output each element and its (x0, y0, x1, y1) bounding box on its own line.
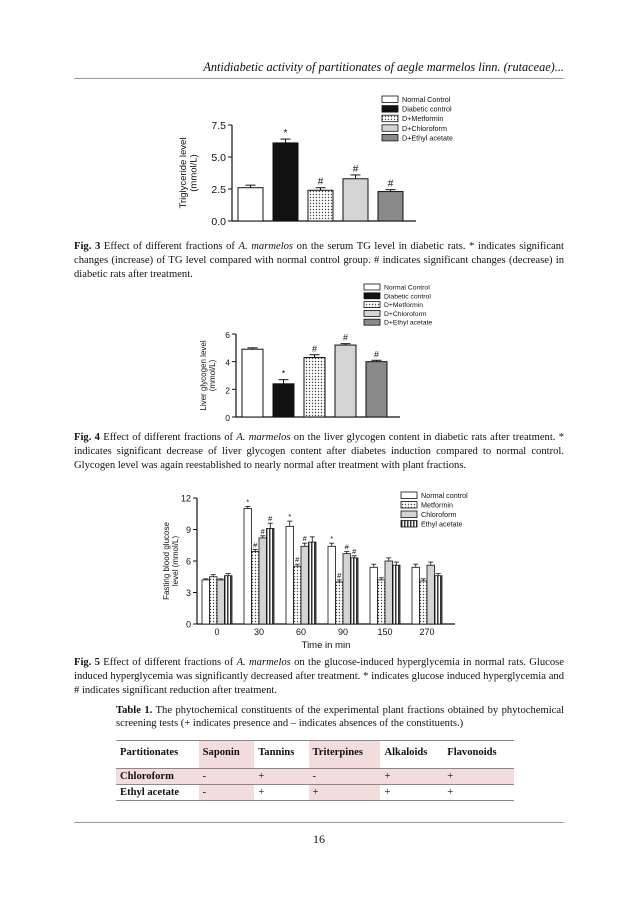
y-axis-label: Triglyceride level (178, 137, 189, 209)
fig4-caption (74, 431, 564, 474)
significance-mark: # (253, 540, 258, 550)
table-header-cell: Partitionates (116, 741, 199, 769)
bar-diabetic-control (273, 143, 298, 221)
fig5-caption-species: A. marmelos (236, 657, 291, 668)
bar-metformin (252, 552, 260, 624)
legend-swatch (401, 511, 417, 518)
y-tick-label: 4 (225, 357, 230, 368)
table-cell: + (443, 769, 514, 785)
legend-label: D+Metformin (384, 302, 424, 310)
significance-mark: # (295, 555, 300, 565)
legend-label: Diabetic control (384, 293, 431, 301)
legend-swatch (364, 293, 380, 299)
fig3-caption (74, 240, 564, 283)
bar-chloroform (217, 580, 225, 624)
table-cell: + (380, 769, 443, 785)
fig3-caption-label: Fig. 3 (74, 241, 101, 252)
fig5-caption-pre: Effect of different fractions of (99, 657, 237, 668)
significance-mark: # (311, 343, 318, 354)
significance-mark: * (288, 512, 292, 522)
x-tick-label: 0 (214, 627, 220, 637)
table-header-cell: Triterpines (309, 741, 381, 769)
x-axis-label: Time in min (301, 640, 351, 651)
fig5-caption-post: on the glucose-induced hyperglycemia in normal rats. Glucose induced hyperglycemia was significantly decreased after treatment. * indicates glucose induced hyperglycemia and # indicates significant reduction after treatment. (74, 657, 564, 697)
y-tick-label: 6 (225, 330, 230, 340)
legend-label: Normal Control (402, 95, 451, 104)
bar-ethyl-acetate (309, 542, 317, 624)
table1-caption (116, 704, 564, 731)
table1-caption-label: Table 1. (116, 705, 153, 716)
bar-chloroform (385, 561, 393, 624)
bar-d-ethyl-acetate (366, 362, 387, 417)
bar-d-metformin (308, 190, 333, 221)
header-rule (74, 78, 564, 79)
legend-label: Normal Control (384, 284, 430, 292)
table-cell: + (254, 785, 308, 801)
significance-mark: # (352, 546, 357, 556)
fig4-caption-species: A. marmelos (236, 432, 291, 443)
legend-swatch (401, 521, 417, 528)
table-cell: + (443, 785, 514, 801)
significance-mark: # (302, 534, 307, 544)
y-axis-label: Fasting blood glucose (162, 522, 171, 600)
significance-mark: # (337, 570, 342, 580)
legend-swatch (382, 96, 398, 103)
legend-label: Ethyl acetate (421, 519, 463, 529)
significance-mark: * (246, 497, 250, 507)
bar-diabetic-control (273, 384, 294, 417)
bar-normal-control (328, 546, 336, 624)
significance-mark: * (330, 534, 334, 544)
bar-chloroform (259, 538, 267, 624)
legend-swatch (364, 319, 380, 325)
bar-d-chloroform (335, 345, 356, 417)
significance-mark: # (317, 176, 324, 188)
fig3-caption-species: A. marmelos (238, 241, 294, 252)
legend-swatch (382, 134, 398, 141)
y-axis-label-unit: (mmol/L) (188, 154, 200, 192)
y-tick-label: 2.5 (211, 184, 226, 196)
bar-chloroform (301, 546, 309, 624)
significance-mark: # (260, 526, 265, 536)
bar-d-metformin (304, 358, 325, 417)
legend-swatch (401, 492, 417, 499)
fig3-caption-pre: Effect of different fractions of (100, 241, 239, 252)
bar-d-ethyl-acetate (378, 192, 403, 221)
fig4-caption-label: Fig. 4 (74, 432, 100, 443)
legend-label: D+Chloroform (384, 310, 427, 318)
x-tick-label: 270 (419, 627, 435, 637)
y-tick-label: 0.0 (211, 216, 226, 228)
y-axis-label-unit: level (mmol/L) (171, 535, 180, 587)
significance-mark: # (373, 349, 380, 360)
y-tick-label: 0 (225, 413, 230, 423)
legend-label: D+Ethyl acetate (384, 319, 433, 327)
table-header-cell: Alkaloids (380, 741, 443, 769)
fig4-caption-post: on the liver glycogen content in diabetic rats after treatment. * indicates significant decrease of liver glycogen content after diabetes induction compared to normal control. Glycogen level was again reestablished to nearly normal after treatment with plant fractions. (74, 432, 564, 472)
bar-normal-control (242, 349, 263, 417)
legend-label: D+Chloroform (402, 123, 447, 133)
y-axis-label-unit: (mmol/L) (208, 359, 217, 392)
bar-ethyl-acetate (267, 528, 275, 624)
fig3-chart (150, 88, 500, 238)
table-header-cell: Saponin (199, 741, 255, 769)
bar-ethyl-acetate (435, 576, 443, 624)
legend-swatch (401, 502, 417, 509)
bar-normal-control (412, 567, 420, 624)
table-header-cell: Tannins (254, 741, 308, 769)
bar-ethyl-acetate (393, 565, 401, 624)
table-cell: - (199, 785, 255, 801)
significance-mark: * (281, 368, 286, 379)
y-tick-label: 5.0 (211, 152, 226, 164)
bar-metformin (336, 582, 344, 624)
bar-ethyl-acetate (225, 576, 233, 624)
bar-normal-control (238, 188, 263, 221)
table-cell: + (380, 785, 443, 801)
bar-normal-control (286, 526, 294, 624)
bar-ethyl-acetate (351, 558, 359, 624)
legend-label: D+Metformin (402, 114, 444, 124)
legend-label: D+Ethyl acetate (402, 133, 453, 143)
footer-rule (74, 822, 564, 823)
legend-label: Metformin (421, 500, 453, 510)
bar-normal-control (370, 567, 378, 624)
bar-normal-control (244, 509, 252, 625)
table-header-cell: Flavonoids (443, 741, 514, 769)
significance-mark: * (283, 128, 288, 140)
y-tick-label: 9 (185, 525, 191, 535)
fig4-chart (200, 282, 500, 424)
significance-mark: # (268, 514, 273, 524)
y-tick-label: 12 (180, 493, 191, 504)
table-header-row (116, 741, 514, 769)
bar-normal-control (202, 580, 210, 624)
running-header: Antidiabetic activity of partitionates of aegle marmelos linn. (rutaceae)... (203, 60, 564, 74)
fig4-caption-pre: Effect of different fractions of (99, 432, 237, 443)
significance-mark: # (342, 332, 349, 343)
x-tick-label: 30 (253, 627, 265, 637)
table-cell: Ethyl acetate (116, 785, 199, 801)
bar-metformin (210, 577, 218, 624)
y-tick-label: 6 (185, 556, 191, 567)
table-row (116, 769, 514, 785)
bar-metformin (420, 581, 428, 624)
bar-chloroform (343, 554, 351, 624)
fig5-caption-label: Fig. 5 (74, 657, 100, 668)
x-tick-label: 90 (337, 627, 349, 637)
table-cell: + (309, 785, 381, 801)
table-cell: - (309, 769, 381, 785)
y-axis-label: Liver glycogen level (199, 340, 208, 411)
bar-metformin (294, 566, 302, 624)
bar-metformin (378, 580, 386, 624)
legend-swatch (382, 115, 398, 122)
legend-label: Chloroform (421, 510, 457, 519)
y-tick-label: 7.5 (211, 120, 226, 132)
significance-mark: # (344, 542, 349, 552)
fig5-caption (74, 656, 564, 699)
bar-d-chloroform (343, 179, 368, 221)
table1-caption-text: The phytochemical constituents of the experimental plant fractions obtained by phytochemical screening tests (+ indicates presence and – indicates absences of the constituents.) (116, 705, 564, 730)
legend-label: Normal control (421, 491, 468, 500)
significance-mark: # (387, 178, 394, 190)
fig3-caption-post: on the serum TG level in diabetic rats. * indicates significant changes (increase) of TG level compared with normal control group. # indicates significant changes (decrease) in diabetic rats after treatment. (74, 241, 564, 281)
legend-swatch (364, 302, 380, 308)
table-cell: Chloroform (116, 769, 199, 785)
legend-swatch (382, 125, 398, 132)
legend-swatch (364, 310, 380, 316)
significance-mark: # (352, 163, 359, 175)
x-tick-label: 150 (377, 627, 393, 637)
x-tick-label: 60 (295, 627, 307, 637)
table-row (116, 785, 514, 801)
table-cell: - (199, 769, 255, 785)
page-number: 16 (313, 832, 325, 846)
legend-label: Diabetic control (402, 104, 452, 114)
y-tick-label: 0 (185, 619, 191, 630)
y-tick-label: 3 (185, 588, 191, 598)
bar-chloroform (427, 565, 435, 624)
y-tick-label: 2 (225, 385, 230, 396)
legend-swatch (382, 106, 398, 113)
table-cell: + (254, 769, 308, 785)
fig5-chart (155, 488, 500, 651)
legend-swatch (364, 284, 380, 290)
phytochemical-table (116, 740, 514, 801)
